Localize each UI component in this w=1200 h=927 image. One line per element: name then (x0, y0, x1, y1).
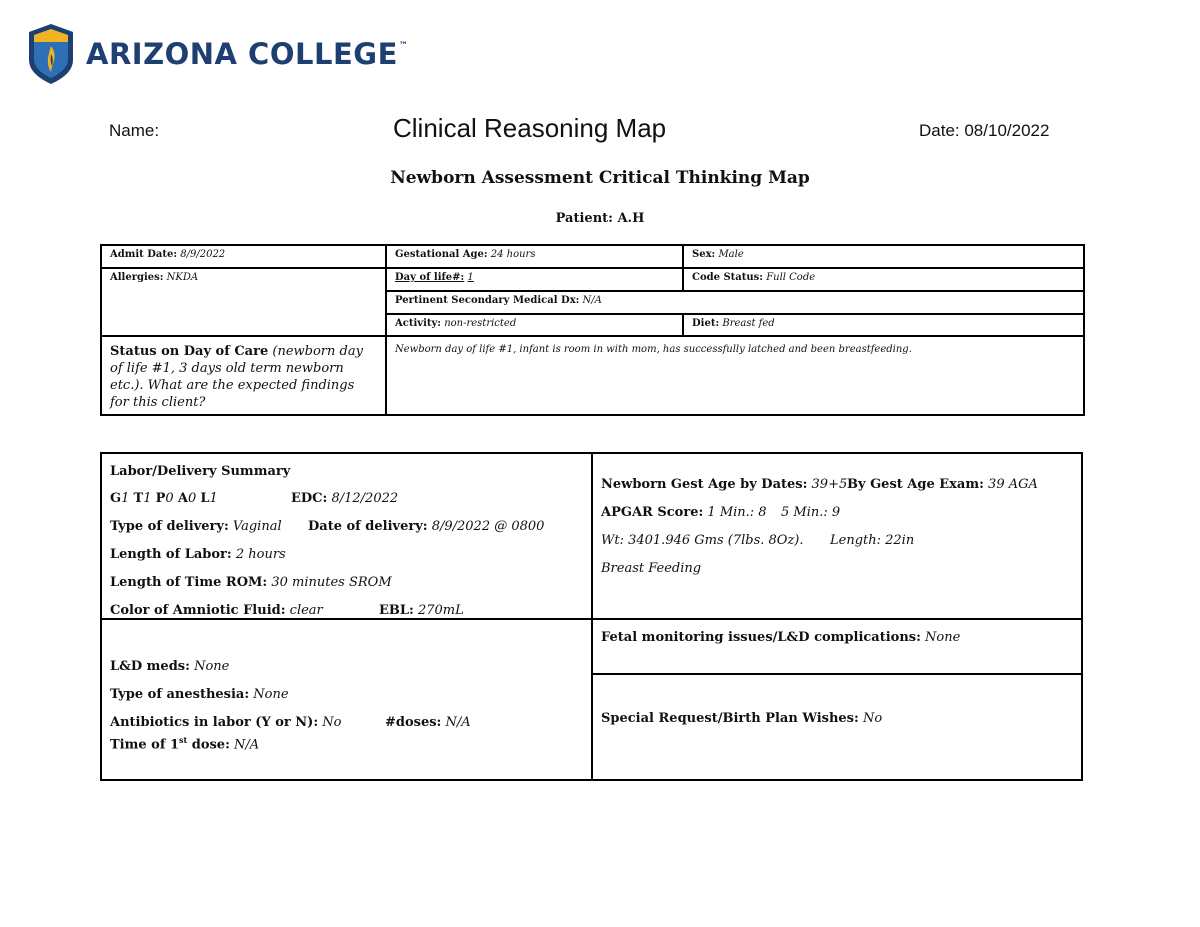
anesthesia-field: Type of anesthesia: None (110, 687, 289, 702)
first-dose-field: Time of 1st dose: N/A (110, 735, 260, 753)
day-of-life-cell: Day of life#: 1 (386, 268, 683, 291)
antibiotics-field: Antibiotics in labor (Y or N): No (110, 715, 342, 730)
name-label: Name: (109, 121, 160, 140)
date-label: Date: 08/10/2022 (919, 121, 1050, 140)
logo (26, 22, 408, 86)
code-status-cell: Code Status: Full Code (683, 268, 1084, 291)
admit-date-cell: Admit Date: 8/9/2022 (101, 245, 386, 268)
pertinent-dx-cell: Pertinent Secondary Medical Dx: N/A (386, 291, 1084, 314)
patient-label: Patient: A.H (555, 211, 645, 226)
gestational-age-cell: Gestational Age: 24 hours (386, 245, 683, 268)
activity-cell: Activity: non-restricted (386, 314, 683, 336)
labor-summary-title: Labor/Delivery Summary (110, 464, 291, 479)
ebl-field: EBL: 270mL (379, 603, 464, 618)
allergies-cell: Allergies: NKDA (101, 268, 386, 336)
rom-field: Length of Time ROM: 30 minutes SROM (110, 575, 392, 590)
edc-field: EDC: 8/12/2022 (291, 491, 399, 506)
status-label-cell: Status on Day of Care (newborn day of life #1, 3 days old term newborn etc.). What are the expected findings for this client? (101, 336, 386, 415)
apgar-5-field: 5 Min.: 9 (781, 505, 841, 520)
diet-cell: Diet: Breast fed (683, 314, 1084, 336)
gest-age-exam-field: By Gest Age Exam: 39 AGA (847, 477, 1038, 492)
apgar-field: APGAR Score: 1 Min.: 8 (601, 505, 767, 520)
fetal-monitoring-field: Fetal monitoring issues/L&D complications: None (601, 630, 961, 645)
doses-field: #doses: N/A (385, 715, 471, 730)
labor-length-field: Length of Labor: 2 hours (110, 547, 286, 562)
sex-cell: Sex: Male (683, 245, 1084, 268)
page-title: Clinical Reasoning Map (393, 113, 667, 143)
delivery-type-field: Type of delivery: Vaginal (110, 519, 282, 534)
subtitle: Newborn Assessment Critical Thinking Map (390, 168, 810, 188)
delivery-summary-table (100, 452, 1083, 781)
gest-age-dates-field: Newborn Gest Age by Dates: 39+5 (601, 477, 848, 492)
ld-meds-field: L&D meds: None (110, 659, 230, 674)
status-value-cell: Newborn day of life #1, infant is room in with mom, has successfully latched and been breastfeeding. (386, 336, 1084, 415)
shield-logo-icon (26, 22, 76, 86)
weight-field: Wt: 3401.946 Gms (7lbs. 8Oz). (601, 533, 804, 548)
length-field: Length: 22in (830, 533, 915, 548)
patient-info-table (100, 244, 1085, 416)
amniotic-fluid-field: Color of Amniotic Fluid: clear (110, 603, 323, 618)
gtpal-values: G1 T1 P0 A0 L1 (110, 491, 218, 506)
delivery-date-field: Date of delivery: 8/9/2022 @ 0800 (308, 519, 545, 534)
feeding-field: Breast Feeding (601, 561, 702, 576)
logo-text: ARIZONA COLLEGE™ (86, 37, 409, 71)
special-request-field: Special Request/Birth Plan Wishes: No (601, 711, 883, 726)
